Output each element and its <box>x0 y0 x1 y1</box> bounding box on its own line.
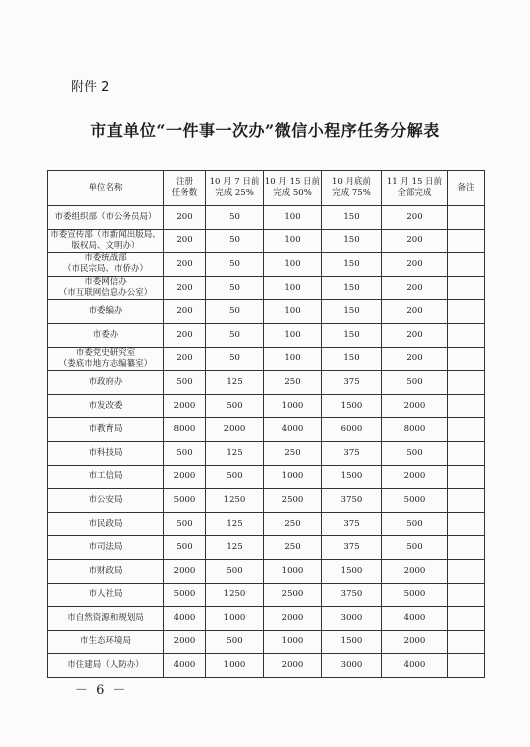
table-cell: 500 <box>164 512 206 536</box>
table-cell <box>448 512 485 536</box>
unit-name-cell: 市工信局 <box>48 465 164 489</box>
table-cell: 500 <box>382 512 448 536</box>
table-cell: 2500 <box>264 583 322 607</box>
table-cell: 500 <box>206 559 264 583</box>
table-cell: 2000 <box>264 607 322 631</box>
column-header: 10 月 15 日前 完成 50% <box>264 171 322 206</box>
table-cell: 200 <box>164 323 206 347</box>
task-table <box>47 170 485 678</box>
table-cell: 4000 <box>382 654 448 678</box>
table-row <box>48 536 485 560</box>
unit-name-cell: 市委党史研究室 （娄底市地方志编纂室） <box>48 347 164 371</box>
table-cell: 125 <box>206 536 264 560</box>
attachment-label: 附件 2 <box>71 80 110 95</box>
table-cell: 100 <box>264 253 322 277</box>
table-cell: 150 <box>322 253 382 277</box>
column-header: 单位名称 <box>48 171 164 206</box>
table-cell: 100 <box>264 276 322 300</box>
table-cell: 1000 <box>206 607 264 631</box>
table-cell: 200 <box>382 323 448 347</box>
unit-name-cell: 市司法局 <box>48 536 164 560</box>
table-cell: 1250 <box>206 583 264 607</box>
table-cell: 375 <box>322 536 382 560</box>
table-cell: 150 <box>322 300 382 324</box>
table-cell: 2000 <box>264 654 322 678</box>
table-cell: 200 <box>164 206 206 230</box>
table-cell: 1000 <box>264 559 322 583</box>
table-cell: 4000 <box>382 607 448 631</box>
table-cell: 150 <box>322 229 382 253</box>
table-cell: 250 <box>264 536 322 560</box>
table-cell: 500 <box>382 441 448 465</box>
unit-name-cell: 市科技局 <box>48 441 164 465</box>
table-cell: 3750 <box>322 583 382 607</box>
table-cell: 8000 <box>382 418 448 442</box>
table-row <box>48 323 485 347</box>
table-cell: 100 <box>264 206 322 230</box>
table-row <box>48 654 485 678</box>
table-cell: 375 <box>322 441 382 465</box>
table-row <box>48 253 485 277</box>
unit-name-cell: 市委办 <box>48 323 164 347</box>
table-cell: 200 <box>382 253 448 277</box>
table-cell: 1000 <box>264 394 322 418</box>
table-row <box>48 489 485 513</box>
table-cell: 500 <box>382 536 448 560</box>
table-row <box>48 583 485 607</box>
table-cell: 50 <box>206 206 264 230</box>
table-cell: 1250 <box>206 489 264 513</box>
table-cell: 200 <box>164 276 206 300</box>
unit-name-cell: 市委统战部 （市民宗局、市侨办） <box>48 253 164 277</box>
table-cell <box>448 630 485 654</box>
table-cell: 2000 <box>382 559 448 583</box>
table-cell: 2000 <box>164 559 206 583</box>
table-cell: 150 <box>322 347 382 371</box>
table-cell: 200 <box>382 347 448 371</box>
table-cell: 8000 <box>164 418 206 442</box>
table-row <box>48 300 485 324</box>
table-row <box>48 229 485 253</box>
table-cell: 1000 <box>264 465 322 489</box>
table-cell: 500 <box>164 371 206 395</box>
table-cell: 200 <box>164 253 206 277</box>
unit-name-cell: 市民政局 <box>48 512 164 536</box>
table-cell: 2000 <box>382 630 448 654</box>
table-cell: 6000 <box>322 418 382 442</box>
table-row <box>48 441 485 465</box>
table-cell <box>448 559 485 583</box>
table-cell: 2000 <box>164 630 206 654</box>
table-cell: 4000 <box>164 607 206 631</box>
unit-name-cell: 市生态环境局 <box>48 630 164 654</box>
table-cell: 125 <box>206 512 264 536</box>
table-cell: 50 <box>206 347 264 371</box>
table-cell: 500 <box>206 630 264 654</box>
table-cell: 5000 <box>164 489 206 513</box>
table-cell: 1000 <box>206 654 264 678</box>
column-header: 11 月 15 日前 全部完成 <box>382 171 448 206</box>
column-header: 10 月 7 日前 完成 25% <box>206 171 264 206</box>
table-cell: 250 <box>264 371 322 395</box>
table-cell: 100 <box>264 229 322 253</box>
table-cell <box>448 206 485 230</box>
table-cell: 2000 <box>164 394 206 418</box>
unit-name-cell: 市委宣传部（市新闻出版局、 版权局、文明办） <box>48 229 164 253</box>
unit-name-cell: 市委编办 <box>48 300 164 324</box>
unit-name-cell: 市政府办 <box>48 371 164 395</box>
column-header: 备注 <box>448 171 485 206</box>
table-cell: 1500 <box>322 559 382 583</box>
column-header: 注册 任务数 <box>164 171 206 206</box>
table-cell: 250 <box>264 441 322 465</box>
table-row <box>48 394 485 418</box>
unit-name-cell: 市财政局 <box>48 559 164 583</box>
table-body <box>48 206 485 678</box>
table-cell: 100 <box>264 300 322 324</box>
table-cell: 500 <box>206 465 264 489</box>
table-cell <box>448 418 485 442</box>
table-cell: 125 <box>206 371 264 395</box>
table-cell: 200 <box>164 229 206 253</box>
unit-name-cell: 市教育局 <box>48 418 164 442</box>
table-row <box>48 371 485 395</box>
table-cell: 50 <box>206 300 264 324</box>
table-cell: 200 <box>382 229 448 253</box>
table-cell: 150 <box>322 276 382 300</box>
table-cell <box>448 489 485 513</box>
table-cell: 1000 <box>264 630 322 654</box>
table-cell <box>448 253 485 277</box>
table-cell: 375 <box>322 371 382 395</box>
table-cell: 2500 <box>264 489 322 513</box>
table-cell <box>448 276 485 300</box>
table-cell <box>448 371 485 395</box>
table-cell: 2000 <box>382 465 448 489</box>
table-cell: 500 <box>206 394 264 418</box>
table-cell: 200 <box>382 206 448 230</box>
table-cell: 500 <box>164 441 206 465</box>
table-cell <box>448 654 485 678</box>
table-cell <box>448 347 485 371</box>
table-cell: 150 <box>322 323 382 347</box>
table-cell: 4000 <box>264 418 322 442</box>
table-cell: 50 <box>206 229 264 253</box>
table-row <box>48 559 485 583</box>
table-row <box>48 512 485 536</box>
table-cell <box>448 607 485 631</box>
table-cell: 200 <box>382 276 448 300</box>
table-cell <box>448 323 485 347</box>
table-cell <box>448 465 485 489</box>
unit-name-cell: 市委网信办 （市互联网信息办公室） <box>48 276 164 300</box>
table-cell: 2000 <box>382 394 448 418</box>
table-cell: 1500 <box>322 465 382 489</box>
unit-name-cell: 市住建局（人防办） <box>48 654 164 678</box>
table-cell: 5000 <box>382 583 448 607</box>
page-number: － 6 － <box>75 683 128 698</box>
table-cell: 200 <box>164 300 206 324</box>
unit-name-cell: 市人社局 <box>48 583 164 607</box>
table-cell <box>448 536 485 560</box>
table-cell: 375 <box>322 512 382 536</box>
table-cell: 200 <box>382 300 448 324</box>
table-cell: 100 <box>264 323 322 347</box>
unit-name-cell: 市发改委 <box>48 394 164 418</box>
table-cell: 1500 <box>322 630 382 654</box>
table-cell: 150 <box>322 206 382 230</box>
table-cell <box>448 394 485 418</box>
table-row <box>48 607 485 631</box>
table-cell: 2000 <box>164 465 206 489</box>
table-cell: 500 <box>382 371 448 395</box>
table-cell: 1500 <box>322 394 382 418</box>
table-cell <box>448 229 485 253</box>
table-cell: 50 <box>206 253 264 277</box>
table-cell: 5000 <box>382 489 448 513</box>
unit-name-cell: 市委组织部（市公务员局） <box>48 206 164 230</box>
table-cell: 3000 <box>322 654 382 678</box>
table-cell: 50 <box>206 276 264 300</box>
column-header: 10 月底前 完成 75% <box>322 171 382 206</box>
table-row <box>48 206 485 230</box>
table-cell: 2000 <box>206 418 264 442</box>
table-cell: 250 <box>264 512 322 536</box>
table-row <box>48 276 485 300</box>
table-row <box>48 347 485 371</box>
table-row <box>48 418 485 442</box>
table-cell <box>448 441 485 465</box>
table-cell: 5000 <box>164 583 206 607</box>
table-cell: 4000 <box>164 654 206 678</box>
table-cell <box>448 300 485 324</box>
page-title: 市直单位“一件事一次办”微信小程序任务分解表 <box>90 121 440 140</box>
unit-name-cell: 市公安局 <box>48 489 164 513</box>
table-row <box>48 630 485 654</box>
table-row <box>48 465 485 489</box>
table-cell: 125 <box>206 441 264 465</box>
table-cell: 3750 <box>322 489 382 513</box>
table-cell: 100 <box>264 347 322 371</box>
table-cell: 3000 <box>322 607 382 631</box>
table-cell <box>448 583 485 607</box>
table-cell: 200 <box>164 347 206 371</box>
table-cell: 50 <box>206 323 264 347</box>
unit-name-cell: 市自然资源和规划局 <box>48 607 164 631</box>
table-cell: 500 <box>164 536 206 560</box>
table-header-row <box>48 171 485 206</box>
